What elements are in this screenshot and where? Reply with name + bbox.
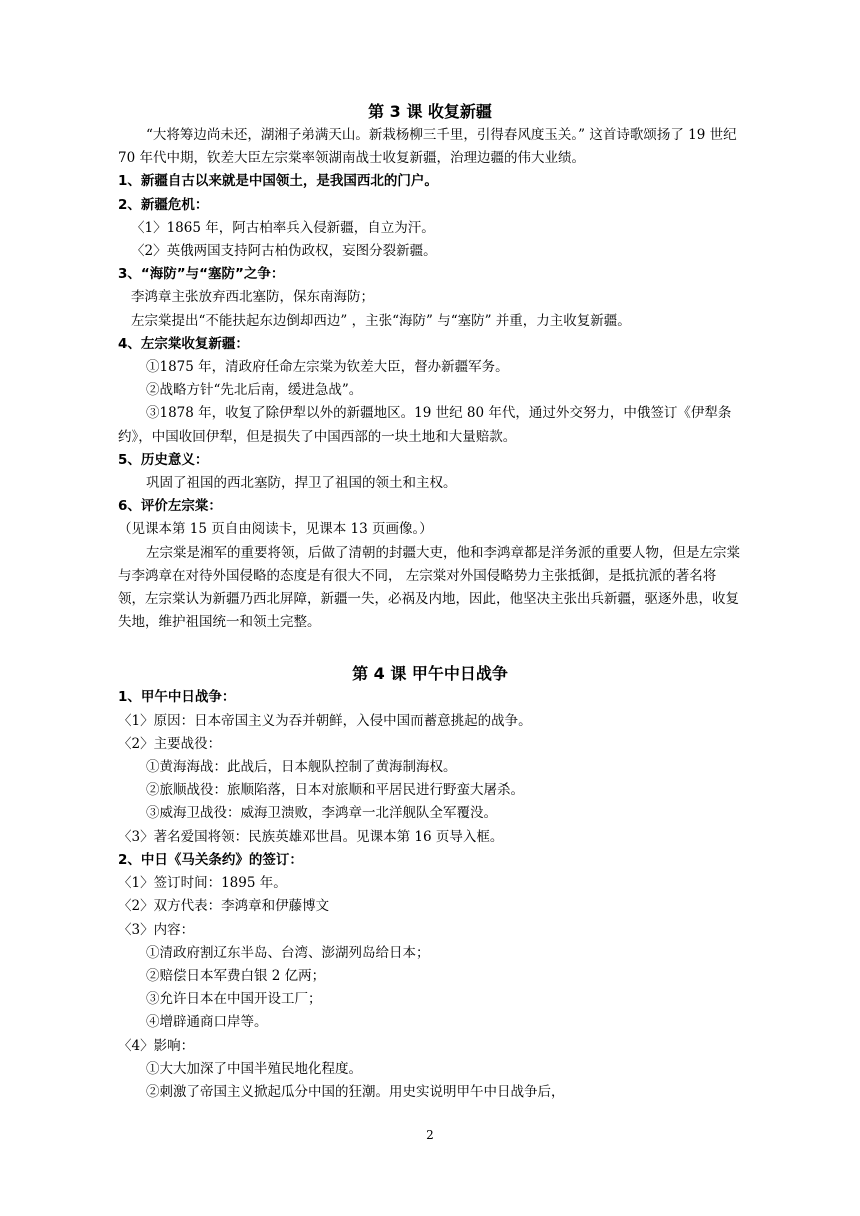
impact-item: ②刺激了帝国主义掀起瓜分中国的狂潮。用史实说明甲午中日战争后， — [146, 1083, 565, 1100]
impact-label: 〈4〉影响： — [118, 1037, 195, 1054]
document-page — [118, 100, 742, 1104]
impact-item: ①大大加深了中国半殖民地化程度。 — [146, 1060, 362, 1077]
lesson3-heading-3: 3、“海防”与“塞防”之争： — [118, 266, 285, 283]
patriotic-general: 〈3〉著名爱国将领：民族英雄邓世昌。见课本第 16 页导入框。 — [118, 828, 504, 845]
content-label: 〈3〉内容： — [118, 921, 195, 938]
battles-label: 〈2〉主要战役： — [118, 735, 222, 752]
lesson3-title: 第 3 课 收复新疆 — [368, 102, 492, 121]
evaluation-reference: （见课本第 15 页自由阅读卡，见课本 13 页画像。） — [118, 521, 433, 538]
representatives: 〈2〉双方代表：李鸿章和伊藤博文 — [118, 898, 330, 915]
significance-text: 巩固了祖国的西北塞防，捍卫了祖国的领土和主权。 — [146, 475, 457, 492]
battle-item: ③威海卫战役：威海卫溃败，李鸿章一北洋舰队全军覆没。 — [146, 805, 497, 822]
lesson3-heading-1: 1、新疆自古以来就是中国领土，是我国西北的门户。 — [118, 173, 438, 190]
evaluation-text: 左宗棠是湘军的重要将领，后做了清朝的封疆大吏，他和李鸿章都是洋务派的重要人物，但是左宗棠与李鸿章在对待外国侵略的态度是有很大不同， 左宗棠对外国侵略势力主张抵御，是抵抗派的著名将领，左宗棠认为新疆乃西北屏障，新疆一失，必祸及内地，因此，他坚决主张出兵新疆，驱逐外患，收复失地，维护祖国统一和领土完整。 — [118, 544, 740, 631]
debate-text: 李鸿章主张放弃西北塞防，保东南海防； — [131, 289, 374, 306]
crisis-item: 〈1〉1865 年，阿古柏率兵入侵新疆，自立为汗。 — [131, 219, 435, 236]
treaty-content-item: ②赔偿日本军费白银 2 亿两； — [146, 967, 326, 984]
lesson3-heading-6: 6、评价左宗棠： — [118, 498, 222, 515]
lesson3-intro: “大将筹边尚未还，湖湘子弟满天山。新栽杨柳三千里，引得春风度玉关。” 这首诗歌颂扬了 19 世纪 70 年代中期，钦差大臣左宗棠率领湖南战士收复新疆，治理边疆的伟大业绩。 — [118, 127, 737, 167]
recover-item: ①1875 年，清政府任命左宗棠为钦差大臣，督办新疆军务。 — [146, 359, 509, 376]
war-cause: 〈1〉原因：日本帝国主义为吞并朝鲜，入侵中国而蓄意挑起的战争。 — [118, 712, 532, 729]
lesson4-heading-2: 2、中日《马关条约》的签订： — [118, 851, 303, 868]
recover-item: ②战略方针“先北后南，缓进急战”。 — [146, 382, 363, 399]
treaty-content-item: ④增辟通商口岸等。 — [146, 1014, 268, 1031]
battle-item: ②旅顺战役：旅顺陷落，日本对旅顺和平居民进行野蛮大屠杀。 — [146, 782, 524, 799]
lesson4-heading-1: 1、甲午中日战争： — [118, 689, 236, 706]
battle-item: ①黄海海战：此战后，日本舰队控制了黄海制海权。 — [146, 759, 457, 776]
lesson4-title: 第 4 课 甲午中日战争 — [352, 664, 508, 684]
lesson3-heading-5: 5、历史意义： — [118, 451, 209, 468]
sign-time: 〈1〉签订时间：1895 年。 — [118, 875, 287, 892]
debate-text: 左宗棠提出“不能扶起东边倒却西边” ，主张“海防” 与“塞防” 并重，力主收复新疆。 — [131, 312, 631, 329]
page-number: 2 — [426, 1128, 434, 1142]
treaty-content-item: ③允许日本在中国开设工厂； — [146, 991, 322, 1008]
recover-item: ③1878 年，收复了除伊犁以外的新疆地区。19 世纪 80 年代，通过外交努力，中俄签订《伊犁条约》，中国收回伊犁，但是损失了中国西部的一块土地和大量赔款。 — [118, 405, 732, 445]
crisis-item: 〈2〉英俄两国支持阿古柏伪政权，妄图分裂新疆。 — [131, 243, 437, 260]
lesson3-heading-4: 4、左宗棠收复新疆： — [118, 335, 249, 352]
treaty-content-item: ①清政府割辽东半岛、台湾、澎湖列岛给日本； — [146, 944, 430, 961]
lesson3-heading-2: 2、新疆危机： — [118, 196, 209, 213]
